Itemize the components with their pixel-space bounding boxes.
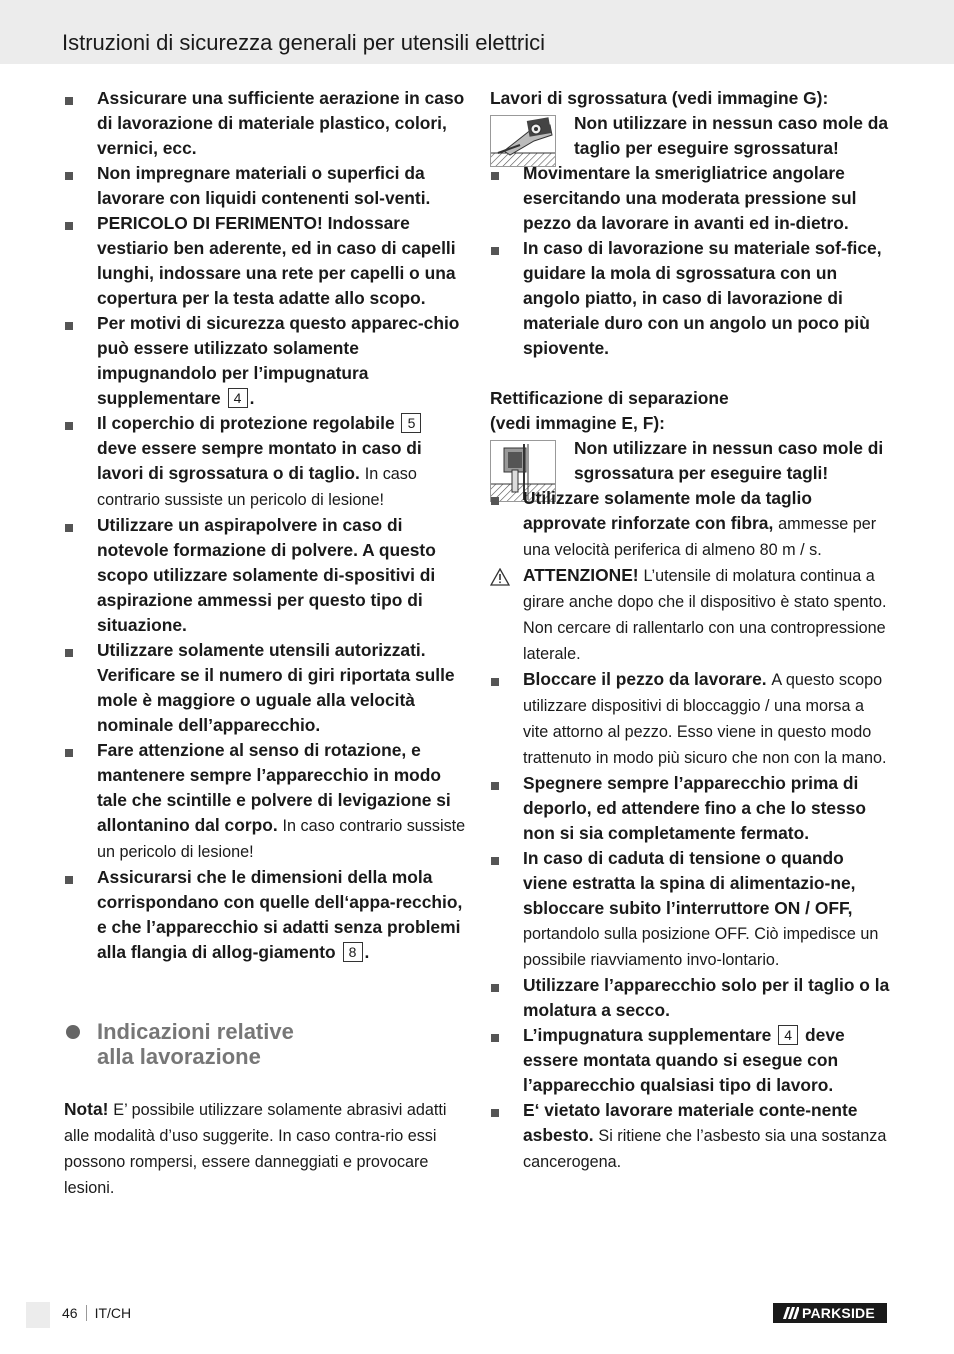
item-text: Spegnere sempre l’apparecchio prima di deporlo, ed attendere fino a che lo stesso non si sia completamente fermato. xyxy=(523,773,867,843)
page-number-box xyxy=(26,1302,50,1328)
bullet-icon xyxy=(491,1034,499,1042)
parkside-logo xyxy=(773,1303,887,1323)
item-text: PERICOLO DI FERIMENTO! Indossare vestiario ben aderente, ed in caso di capelli lunghi, indossare una rete per capelli o una copertura per la testa adatte allo scopo. xyxy=(97,213,456,308)
warning-triangle-icon xyxy=(490,568,510,586)
item-text: Il coperchio di protezione regolabile xyxy=(97,413,395,433)
warning-text: Non utilizzare in nessun caso mole di sgrossatura per eseguire tagli! xyxy=(574,438,884,483)
item-text: In caso di lavorazione su materiale sof-fice, guidare la mola di sgrossatura con un angolo piatto, in caso di lavorazione di materiale duro con un angolo un poco più spiovente. xyxy=(523,238,882,358)
item-text: L’impugnatura supplementare xyxy=(523,1025,772,1045)
item-note: In caso contrario sussiste un pericolo di lesione! xyxy=(97,465,417,509)
list-item xyxy=(64,211,466,311)
item-text: Per motivi di sicurezza questo apparec-chio può essere utilizzato solamente impugnandolo per l’impugnatura supplementare xyxy=(97,313,460,408)
bullet-icon xyxy=(65,97,73,105)
bullet-icon xyxy=(491,172,499,180)
list-item xyxy=(490,771,892,846)
part-reference: 5 xyxy=(401,413,421,433)
item-text: E‘ vietato lavorare materiale conte-nente asbesto. xyxy=(523,1100,858,1145)
list-item xyxy=(64,86,466,161)
item-note: A questo scopo utilizzare dispositivi di bloccaggio / una morsa a vite attorno al pezzo. Esso viene in questo modo trattenuto in modo più sicuro che non con la mano. xyxy=(523,671,887,767)
list-item xyxy=(64,738,466,865)
bullet-icon xyxy=(491,1109,499,1117)
item-note: In caso contrario sussiste un pericolo di lesione! xyxy=(97,817,466,861)
bullet-icon xyxy=(65,322,73,330)
item-text: Movimentare la smerigliatrice angolare esercitando una moderata pressione sul pezzo da lavorare in avanti ed in-dietro. xyxy=(523,163,857,233)
page-footer xyxy=(62,1305,131,1321)
item-text: Assicurarsi che le dimensioni della mola corrispondano con quelle dell‘appa-recchio, e che l’apparecchio si adatti senza problemi alla flangia di allog-giamento xyxy=(97,867,463,962)
bullet-icon xyxy=(65,222,73,230)
page-title: Istruzioni di sicurezza generali per utensili elettrici xyxy=(62,30,545,55)
bullet-icon xyxy=(65,422,73,430)
list-item xyxy=(490,846,892,973)
section-heading-line: Indicazioni relative xyxy=(97,1019,294,1044)
list-item xyxy=(64,513,466,638)
brand-name: PARKSIDE xyxy=(802,1305,875,1321)
item-text: Utilizzare solamente mole da taglio approvate rinforzate con fibra, xyxy=(523,488,812,533)
list-item xyxy=(490,486,892,563)
item-text: Utilizzare un aspirapolvere in caso di notevole formazione di polvere. A questo scopo utilizzare solamente di-spositivi di aspirazione ammessi per questo tipo di situazione. xyxy=(97,515,436,635)
item-text: Utilizzare solamente utensili autorizzati. Verificare se il numero di giri riportata sulle mole è maggiore o uguale alla velocità nominale dell’apparecchio. xyxy=(97,640,455,735)
divider xyxy=(86,1305,87,1321)
warning-text: Non utilizzare in nessun caso mole da taglio per eseguire sgrossatura! xyxy=(574,113,889,158)
bullet-icon xyxy=(65,649,73,657)
page-header xyxy=(0,0,954,64)
list-item xyxy=(490,973,892,1023)
bullet-icon xyxy=(491,678,499,686)
attention-label: ATTENZIONE! xyxy=(523,565,639,585)
list-item xyxy=(490,161,892,236)
language-code: IT/CH xyxy=(94,1305,132,1321)
bullet-icon xyxy=(65,524,73,532)
bullet-icon xyxy=(491,247,499,255)
part-reference: 8 xyxy=(343,942,363,962)
list-item xyxy=(64,638,466,738)
item-note: portandolo sulla posizione OFF. Ciò impedisce un possibile riavviamento invo-lontario. xyxy=(523,925,879,969)
bullet-icon xyxy=(65,172,73,180)
part-reference: 4 xyxy=(778,1025,798,1045)
bullet-dot-icon xyxy=(66,1025,80,1039)
item-text: Utilizzare l’apparecchio solo per il taglio o la molatura a secco. xyxy=(523,975,890,1020)
item-text: deve essere sempre montato in caso di lavori di sgrossatura o di taglio. xyxy=(97,438,422,483)
list-item xyxy=(490,667,892,771)
list-item xyxy=(490,236,892,361)
left-column xyxy=(64,86,466,1201)
part-reference: 4 xyxy=(228,388,248,408)
section-heading-line: alla lavorazione xyxy=(97,1044,261,1069)
bullet-icon xyxy=(65,749,73,757)
bullet-icon xyxy=(491,984,499,992)
subheading xyxy=(490,386,892,436)
warning-block xyxy=(490,111,892,161)
subheading: Lavori di sgrossatura (vedi immagine G): xyxy=(490,88,829,108)
section-heading xyxy=(64,1019,466,1069)
list-item: Assicurarsi che le dimensioni della mola corrispondano con quelle dell‘appa-recchio, e che l’apparecchio si adatti senza problemi alla flangia di allog-giamento 8 . xyxy=(64,865,466,965)
bullet-icon xyxy=(491,782,499,790)
item-text: Assicurare una sufficiente aerazione in caso di lavorazione di materiale plastico, colori, vernici, ecc. xyxy=(97,88,465,158)
item-text: deve essere montata quando si esegue con l’apparecchio qualsiasi tipo di lavoro. xyxy=(523,1025,845,1095)
item-note: L’utensile di molatura continua a girare anche dopo che il dispositivo è stato spento. Non cercare di rallentarlo con una contropressione laterale. xyxy=(523,567,887,663)
item-text: Bloccare il pezzo da lavorare. xyxy=(523,669,767,689)
page-number: 46 xyxy=(62,1305,78,1321)
list-item xyxy=(64,411,466,513)
item-note: Si ritiene che l’asbesto sia una sostanza cancerogena. xyxy=(523,1127,887,1171)
note-paragraph xyxy=(64,1097,466,1201)
item-text: Fare attenzione al senso di rotazione, e mantenere sempre l’apparecchio in modo tale che scintille e polvere di levigazione si allontanino dal corpo. xyxy=(97,740,451,835)
list-item xyxy=(490,1098,892,1175)
item-text: Non impregnare materiali o superfici da lavorare con liquidi contenenti sol-venti. xyxy=(97,163,431,208)
bullet-icon xyxy=(491,497,499,505)
logo-stripes-icon xyxy=(779,1303,799,1323)
bullet-icon xyxy=(65,876,73,884)
right-column xyxy=(490,86,892,1175)
list-item: Per motivi di sicurezza questo apparec-chio può essere utilizzato solamente impugnandolo per l’impugnatura supplementare 4 . xyxy=(64,311,466,411)
bullet-icon xyxy=(491,857,499,865)
roughing-illustration-icon xyxy=(490,115,556,167)
warning-block xyxy=(490,436,892,486)
list-item xyxy=(490,1023,892,1098)
subheading-line: (vedi immagine E, F): xyxy=(490,413,665,433)
note-text: E’ possibile utilizzare solamente abrasivi adatti alle modalità d’uso suggerite. In caso contra-rio essi possono rompersi, essere danneggiati e provocare lesioni. xyxy=(64,1101,447,1197)
list-item xyxy=(64,161,466,211)
attention-item xyxy=(490,563,892,667)
item-text: In caso di caduta di tensione o quando viene estratta la spina di alimentazio-ne, sbloccare subito l’interruttore ON / OFF, xyxy=(523,848,856,918)
subheading-line: Rettificazione di separazione xyxy=(490,388,729,408)
item-note: ammesse per una velocità periferica di almeno 80 m / s. xyxy=(523,515,877,559)
note-label: Nota! xyxy=(64,1099,109,1119)
